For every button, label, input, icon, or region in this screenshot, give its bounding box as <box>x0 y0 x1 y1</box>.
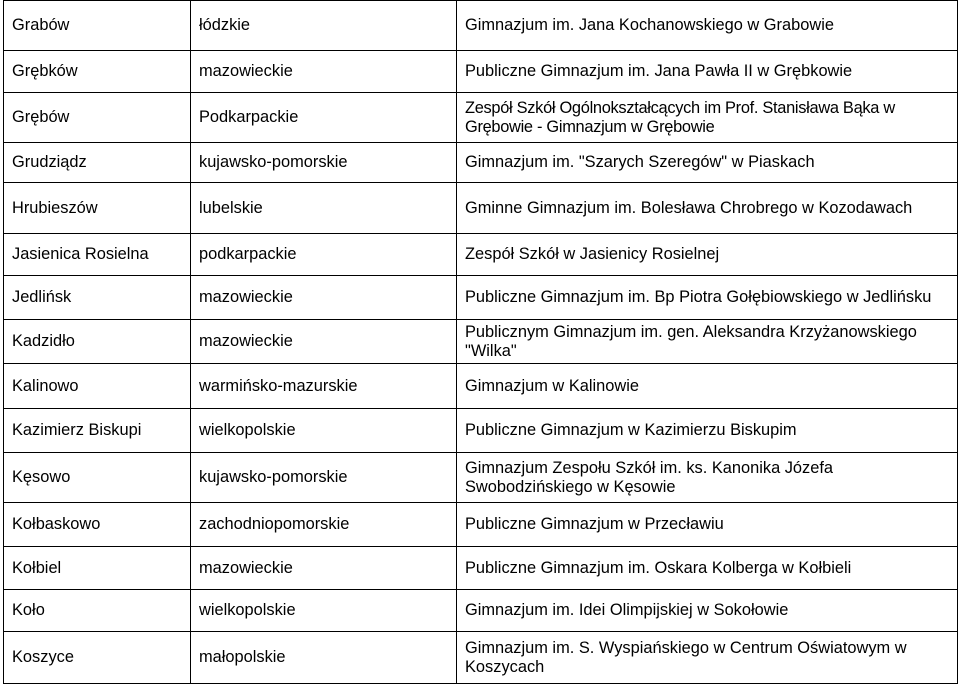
school-cell: Gimnazjum w Kalinowie <box>457 364 958 409</box>
school-cell: Gimnazjum im. S. Wyspiańskiego w Centrum Oświatowym w Koszycach <box>457 632 958 684</box>
city-cell: Hrubieszów <box>4 183 191 234</box>
table-row <box>4 364 958 409</box>
school-cell: Gimnazjum im. Jana Kochanowskiego w Grabowie <box>457 1 958 51</box>
table-row <box>4 93 958 143</box>
school-cell: Zespół Szkół w Jasienicy Rosielnej <box>457 234 958 276</box>
region-cell: mazowieckie <box>191 276 457 320</box>
school-cell: Gminne Gimnazjum im. Bolesława Chrobrego w Kozodawach <box>457 183 958 234</box>
city-cell: Koło <box>4 590 191 632</box>
city-cell: Koszyce <box>4 632 191 684</box>
school-cell: Publiczne Gimnazjum im. Bp Piotra Gołębiowskiego w Jedlińsku <box>457 276 958 320</box>
city-cell: Jasienica Rosielna <box>4 234 191 276</box>
region-cell: podkarpackie <box>191 234 457 276</box>
region-cell: mazowieckie <box>191 320 457 364</box>
region-cell: kujawsko-pomorskie <box>191 143 457 183</box>
city-cell: Grabów <box>4 1 191 51</box>
region-cell: lubelskie <box>191 183 457 234</box>
table-row <box>4 51 958 93</box>
school-cell: Publiczne Gimnazjum im. Oskara Kolberga w Kołbieli <box>457 547 958 590</box>
region-cell: mazowieckie <box>191 547 457 590</box>
city-cell: Grębów <box>4 93 191 143</box>
table-row <box>4 590 958 632</box>
school-cell: Zespół Szkół Ogólnokształcących im Prof. Stanisława Bąka w Grębowie - Gimnazjum w Grębowie <box>457 93 958 143</box>
region-cell: mazowieckie <box>191 51 457 93</box>
table-row <box>4 276 958 320</box>
school-cell: Publiczne Gimnazjum im. Jana Pawła II w Grębkowie <box>457 51 958 93</box>
city-cell: Kazimierz Biskupi <box>4 409 191 453</box>
city-cell: Kęsowo <box>4 453 191 503</box>
schools-table <box>3 0 958 684</box>
document-page <box>3 0 957 685</box>
region-cell: wielkopolskie <box>191 590 457 632</box>
city-cell: Grudziądz <box>4 143 191 183</box>
table-row <box>4 453 958 503</box>
school-cell: Gimnazjum im. "Szarych Szeregów" w Piaskach <box>457 143 958 183</box>
city-cell: Kadzidło <box>4 320 191 364</box>
table-row <box>4 320 958 364</box>
table-row <box>4 409 958 453</box>
table-row <box>4 183 958 234</box>
school-cell: Gimnazjum Zespołu Szkół im. ks. Kanonika Józefa Swobodzińskiego w Kęsowie <box>457 453 958 503</box>
region-cell: kujawsko-pomorskie <box>191 453 457 503</box>
city-cell: Kołbiel <box>4 547 191 590</box>
school-cell: Gimnazjum im. Idei Olimpijskiej w Sokołowie <box>457 590 958 632</box>
region-cell: Podkarpackie <box>191 93 457 143</box>
school-cell: Publiczne Gimnazjum w Przecławiu <box>457 503 958 547</box>
region-cell: małopolskie <box>191 632 457 684</box>
city-cell: Grębków <box>4 51 191 93</box>
table-row <box>4 632 958 684</box>
table-row <box>4 1 958 51</box>
region-cell: warmińsko-mazurskie <box>191 364 457 409</box>
table-row <box>4 143 958 183</box>
region-cell: zachodniopomorskie <box>191 503 457 547</box>
city-cell: Jedlińsk <box>4 276 191 320</box>
region-cell: łódzkie <box>191 1 457 51</box>
school-cell: Publicznym Gimnazjum im. gen. Aleksandra Krzyżanowskiego "Wilka" <box>457 320 958 364</box>
city-cell: Kalinowo <box>4 364 191 409</box>
school-cell: Publiczne Gimnazjum w Kazimierzu Biskupim <box>457 409 958 453</box>
region-cell: wielkopolskie <box>191 409 457 453</box>
table-row <box>4 234 958 276</box>
table-row <box>4 547 958 590</box>
city-cell: Kołbaskowo <box>4 503 191 547</box>
table-row <box>4 503 958 547</box>
